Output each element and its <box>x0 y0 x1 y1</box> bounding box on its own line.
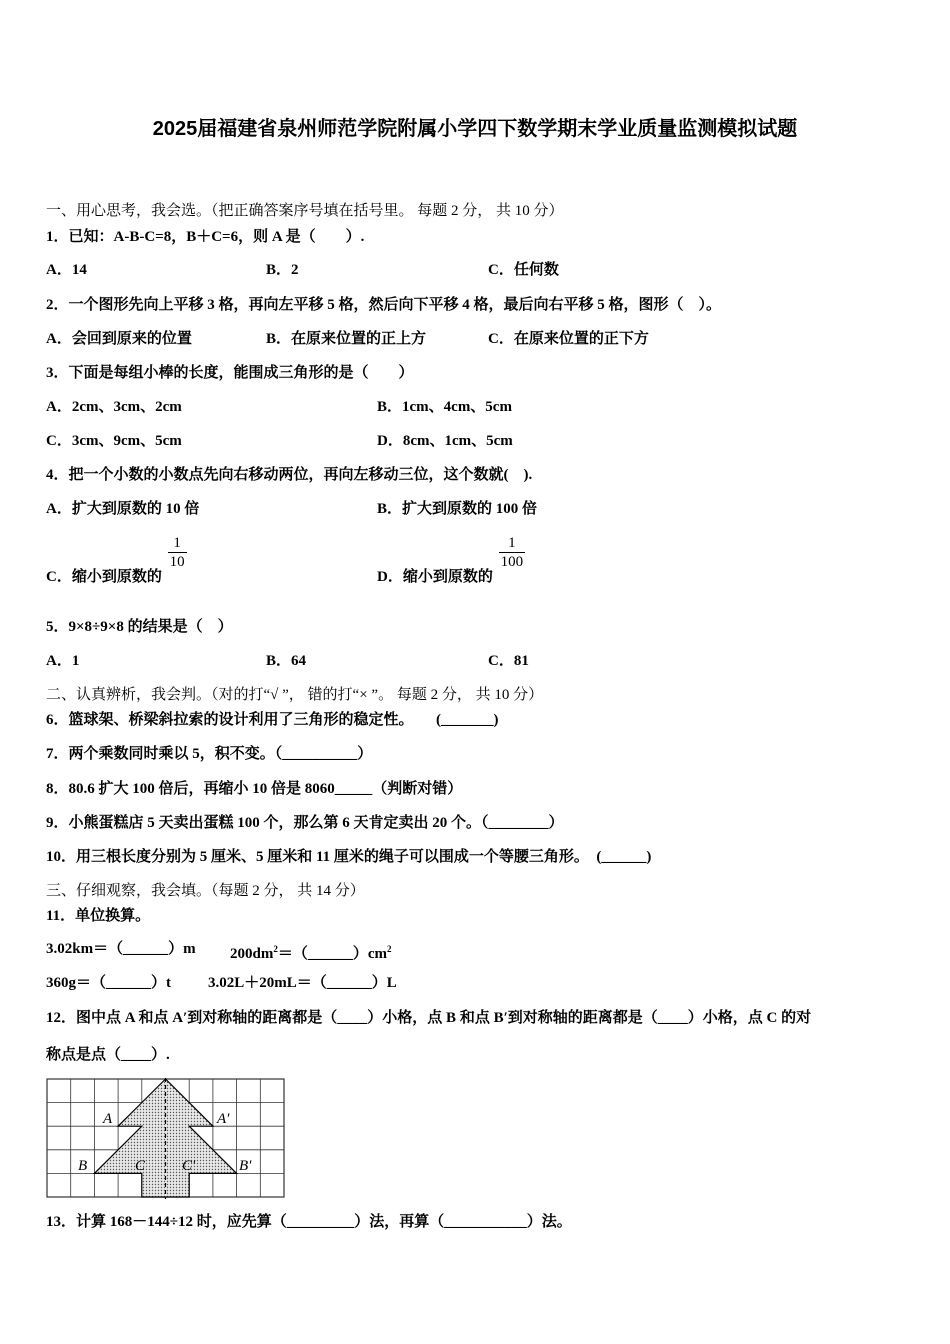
q2-stem: 2．一个图形先向上平移 3 格，再向左平移 5 格，然后向下平移 4 格，最后向右平移 5 格，图形（ ）。 <box>46 297 722 313</box>
fraction-numerator: 1 <box>499 534 526 553</box>
q11-line1c-sup: 2 <box>387 944 392 954</box>
q2-option-c: C．在原来位置的正下方 <box>488 331 649 347</box>
q11-line2a: 360g＝（______）t <box>46 975 171 991</box>
label-c-prime: C′ <box>182 1158 196 1174</box>
fraction-numerator: 1 <box>168 534 187 553</box>
q11-line1c-text: ＝（______）cm <box>277 946 387 962</box>
q2-option-b: B．在原来位置的正上方 <box>266 331 427 347</box>
page-title: 2025届福建省泉州师范学院附属小学四下数学期末学业质量监测模拟试题 <box>152 118 798 140</box>
q4-option-d <box>377 534 525 585</box>
q3-option-d: D．8cm、1cm、5cm <box>377 433 513 449</box>
fraction-denominator: 100 <box>500 554 524 570</box>
q11-line1a: 3.02km＝（______）m <box>46 941 196 957</box>
q4-option-a: A．扩大到原数的 10 倍 <box>46 501 200 517</box>
q6-stem: 6．篮球架、桥梁斜拉索的设计利用了三角形的稳定性。 (_______) <box>46 712 499 728</box>
q11-stem: 11．单位换算。 <box>46 908 151 924</box>
q7-stem: 7．两个乘数同时乘以 5，积不变。（__________） <box>46 746 373 762</box>
q4-option-c <box>46 534 187 585</box>
q1-stem: 1．已知：A-B-C=8，B＋C=6，则 A 是（ ）. <box>46 229 365 245</box>
q4-option-c-label: C．缩小到原数的 <box>46 568 162 585</box>
q4-option-b: B．扩大到原数的 100 倍 <box>377 501 538 517</box>
q4-option-c-fraction <box>168 534 187 571</box>
section2-header: 二、认真辨析，我会判。（对的打“√ ”， 错的打“× ”。 每题 2 分， 共 10 分） <box>46 687 544 703</box>
q2-option-a: A．会回到原来的位置 <box>46 331 192 347</box>
q11-line1b-text: 200dm <box>230 946 274 962</box>
q5-option-a: A．1 <box>46 653 80 669</box>
q1-option-c: C．任何数 <box>488 262 559 278</box>
q3-stem: 3．下面是每组小棒的长度，能围成三角形的是（ ） <box>46 365 414 381</box>
q9-stem: 9．小熊蛋糕店 5 天卖出蛋糕 100 个，那么第 6 天肯定卖出 20 个。（________） <box>46 815 564 831</box>
label-b-prime: B′ <box>239 1158 252 1174</box>
q5-option-c: C．81 <box>488 653 529 669</box>
q5-stem: 5．9×8÷9×8 的结果是（ ） <box>46 619 233 635</box>
section3-header: 三、仔细观察，我会填。（每题 2 分， 共 14 分） <box>46 883 365 899</box>
q8-stem: 8．80.6 扩大 100 倍后，再缩小 10 倍是 8060_____（判断对错） <box>46 781 463 797</box>
q11-line2b: 3.02L＋20mL＝（______）L <box>208 975 397 991</box>
q4-option-d-fraction <box>499 534 526 571</box>
q12-stem-line1: 12．图中点 A 和点 A′到对称轴的距离都是（____）小格，点 B 和点 B′到对称轴的距离都是（____）小格，点 C 的对 <box>46 1010 812 1026</box>
q1-option-a: A．14 <box>46 262 87 278</box>
fraction-denominator: 10 <box>169 554 185 570</box>
q1-option-b: B．2 <box>266 262 299 278</box>
symmetry-grid-figure <box>46 1078 286 1200</box>
q4-stem: 4．把一个小数的小数点先向右移动两位，再向左移动三位，这个数就( ). <box>46 467 533 483</box>
q12-stem-line2: 称点是点（____）. <box>46 1047 170 1063</box>
q3-option-b: B．1cm、4cm、5cm <box>377 399 512 415</box>
label-a-prime: A′ <box>217 1111 230 1127</box>
label-c: C <box>135 1158 146 1174</box>
q3-option-c: C．3cm、9cm、5cm <box>46 433 182 449</box>
label-a: A <box>103 1111 113 1127</box>
section1-header: 一、用心思考，我会选。（把正确答案序号填在括号里。 每题 2 分， 共 10 分） <box>46 203 564 219</box>
label-b: B <box>78 1158 88 1174</box>
q11-line1b-sup: 2 <box>273 944 278 954</box>
q11-line1b <box>230 940 392 963</box>
q13-stem: 13．计算 168－144÷12 时，应先算（_________）法，再算（___________）法。 <box>46 1214 572 1230</box>
q5-option-b: B．64 <box>266 653 307 669</box>
q10-stem: 10．用三根长度分别为 5 厘米、5 厘米和 11 厘米的绳子可以围成一个等腰三角形。 (______) <box>46 849 652 865</box>
q4-option-d-label: D．缩小到原数的 <box>377 568 493 585</box>
q3-option-a: A．2cm、3cm、2cm <box>46 399 182 415</box>
